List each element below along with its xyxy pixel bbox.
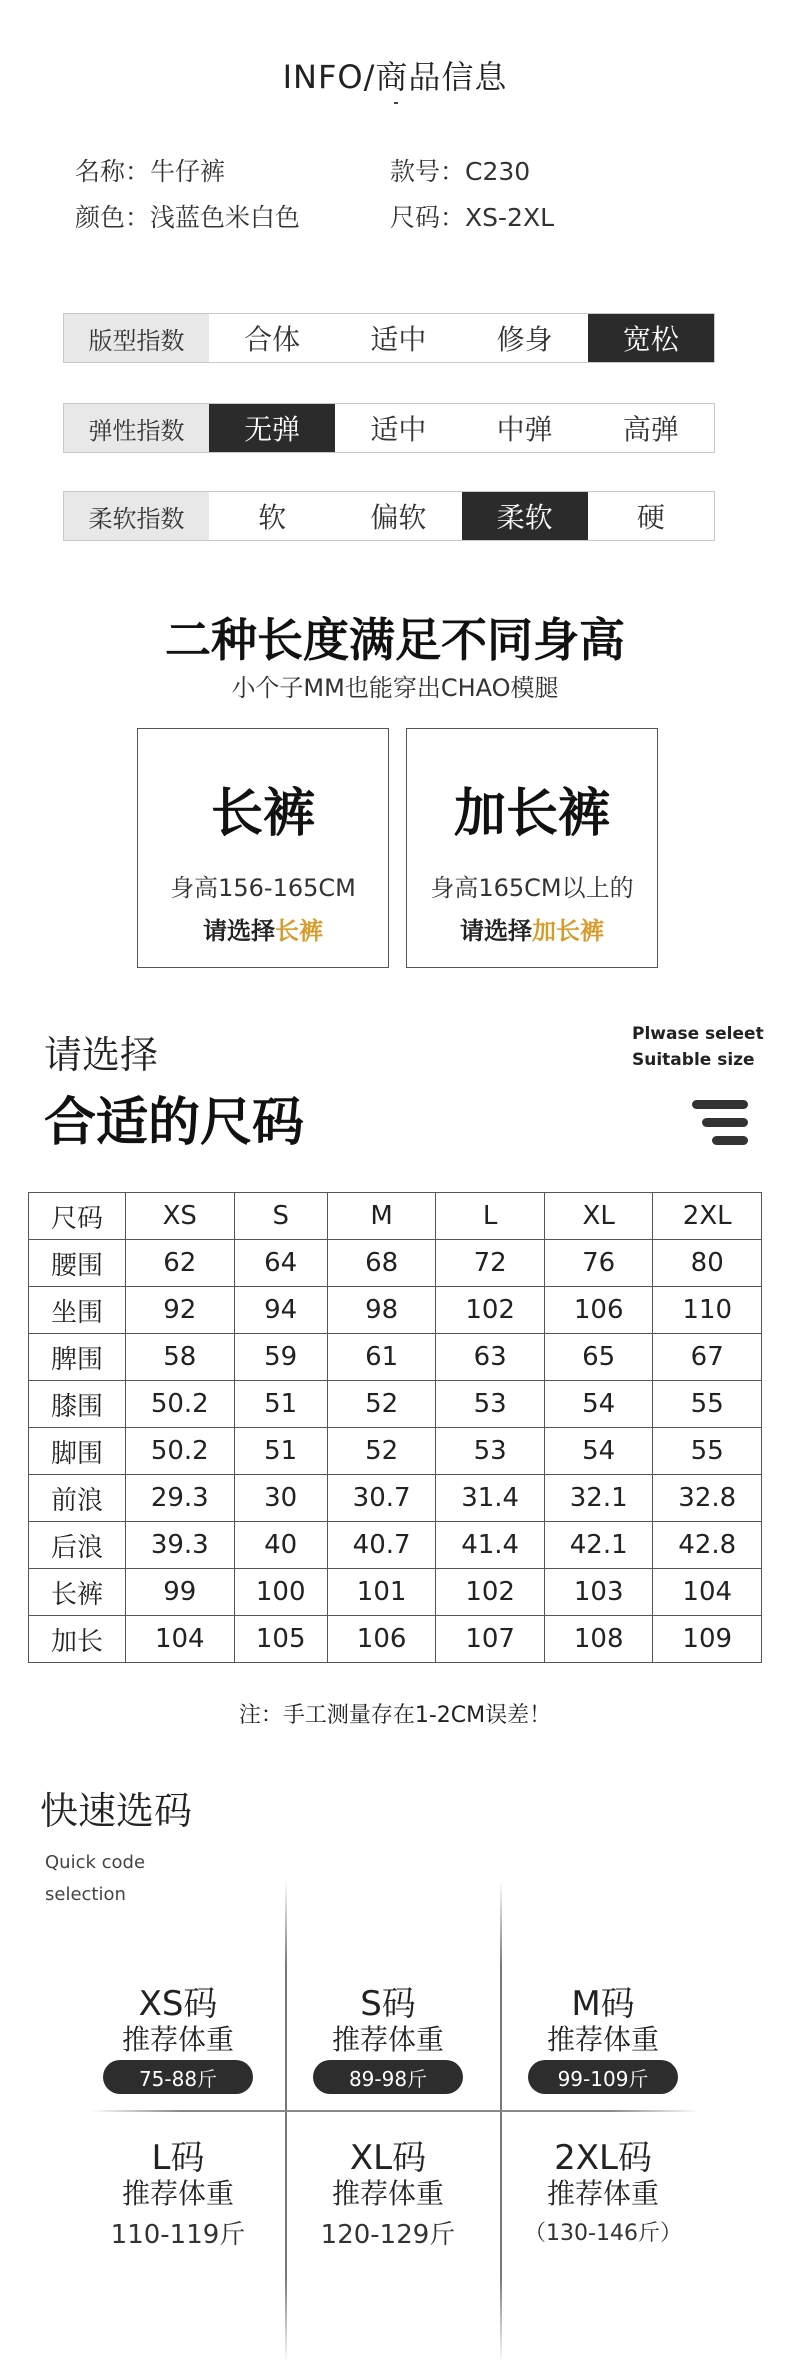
grid-divider-vertical [500, 1880, 502, 2363]
menu-lines-icon [692, 1100, 748, 1150]
sku-row [390, 152, 530, 188]
table-cell: 膝围 [29, 1381, 126, 1428]
table-header-cell: M [327, 1193, 436, 1240]
quick-size-l: L码 [151, 2138, 205, 2178]
table-cell: 58 [126, 1334, 235, 1381]
quick-size-m: M码 [571, 1984, 635, 2024]
color-label: 颜色： [75, 203, 151, 232]
table-row [29, 1287, 762, 1334]
softness-index-label: 柔软指数 [64, 492, 209, 540]
regular-length-name: 长裤 [210, 784, 315, 844]
table-cell: 104 [653, 1569, 762, 1616]
table-cell: 102 [436, 1569, 545, 1616]
fit-option: 修身 [496, 323, 553, 356]
table-cell: 72 [436, 1240, 545, 1287]
table-cell: 67 [653, 1334, 762, 1381]
table-cell: 31.4 [436, 1475, 545, 1522]
weight-pill-m: 99-109斤 [528, 2060, 678, 2094]
length-subtitle: 小个子MM也能穿出CHAO模腿 [231, 674, 559, 702]
table-cell: 前浪 [29, 1475, 126, 1522]
sku-value: C230 [465, 157, 531, 186]
table-header-row [29, 1193, 762, 1240]
elastic-option: 中弹 [496, 413, 553, 446]
size-select-heading-small: 请选择 [44, 1033, 159, 1077]
table-cell: 脚围 [29, 1428, 126, 1475]
table-cell: 63 [436, 1334, 545, 1381]
table-cell: 61 [327, 1334, 436, 1381]
table-cell: 80 [653, 1240, 762, 1287]
weight-text-xl: 120-129斤 [320, 2220, 456, 2250]
grid-divider-horizontal [90, 2110, 700, 2112]
title-dot [394, 102, 398, 104]
quick-en-line2: selection [45, 1884, 126, 1905]
fit-option: 宽松 [588, 314, 714, 362]
table-cell: 107 [436, 1616, 545, 1663]
table-cell: 106 [327, 1616, 436, 1663]
weight-pill-s: 89-98斤 [313, 2060, 463, 2094]
regular-length-select [138, 911, 388, 946]
size-table [28, 1192, 762, 1663]
softness-option: 硬 [636, 501, 665, 534]
quick-size-xl: XL码 [349, 2138, 427, 2178]
table-cell: 62 [126, 1240, 235, 1287]
regular-length-card [137, 728, 389, 968]
size-range-label: 尺码： [390, 203, 466, 232]
table-cell: 110 [653, 1287, 762, 1334]
table-cell: 55 [653, 1381, 762, 1428]
grid-divider-vertical [285, 1880, 287, 2363]
table-cell: 98 [327, 1287, 436, 1334]
table-row [29, 1240, 762, 1287]
quick-rec-label: 推荐体重 [331, 2023, 444, 2056]
table-cell: 42.1 [544, 1522, 653, 1569]
table-cell: 51 [234, 1428, 327, 1475]
table-cell: 92 [126, 1287, 235, 1334]
quick-rec-label: 推荐体重 [121, 2023, 234, 2056]
size-en-line2: Suitable size [632, 1050, 755, 1070]
table-row [29, 1428, 762, 1475]
table-cell: 76 [544, 1240, 653, 1287]
table-cell: 32.1 [544, 1475, 653, 1522]
quick-select-title: 快速选码 [40, 1789, 193, 1833]
table-cell: 加长 [29, 1616, 126, 1663]
table-cell: 后浪 [29, 1522, 126, 1569]
table-cell: 54 [544, 1381, 653, 1428]
table-cell: 106 [544, 1287, 653, 1334]
fit-option: 适中 [370, 323, 427, 356]
table-cell: 109 [653, 1616, 762, 1663]
table-cell: 长裤 [29, 1569, 126, 1616]
name-value: 牛仔裤 [150, 157, 226, 186]
table-cell: 103 [544, 1569, 653, 1616]
table-cell: 99 [126, 1569, 235, 1616]
size-range-row [390, 198, 554, 234]
table-cell: 40 [234, 1522, 327, 1569]
table-cell: 30 [234, 1475, 327, 1522]
table-row [29, 1334, 762, 1381]
sku-label: 款号： [390, 157, 466, 186]
table-row [29, 1475, 762, 1522]
table-cell: 29.3 [126, 1475, 235, 1522]
table-cell: 40.7 [327, 1522, 436, 1569]
select-prefix: 请选择 [203, 917, 275, 945]
table-cell: 39.3 [126, 1522, 235, 1569]
long-length-card [406, 728, 658, 968]
long-length-name: 加长裤 [453, 784, 610, 844]
table-cell: 42.8 [653, 1522, 762, 1569]
table-header-cell: XS [126, 1193, 235, 1240]
table-cell: 101 [327, 1569, 436, 1616]
table-cell: 32.8 [653, 1475, 762, 1522]
color-value: 浅蓝色米白色 [150, 203, 301, 232]
fit-index-label: 版型指数 [64, 314, 209, 362]
size-en-line1: Plwase seleet [632, 1024, 764, 1044]
table-cell: 54 [544, 1428, 653, 1475]
table-cell: 52 [327, 1428, 436, 1475]
name-row [75, 152, 225, 188]
quick-size-2xl: 2XL码 [554, 2138, 652, 2178]
elastic-option: 适中 [370, 413, 427, 446]
table-cell: 52 [327, 1381, 436, 1428]
info-title: INFO/商品信息 [282, 58, 508, 96]
table-cell: 108 [544, 1616, 653, 1663]
table-header-cell: 2XL [653, 1193, 762, 1240]
table-cell: 65 [544, 1334, 653, 1381]
quick-rec-label: 推荐体重 [546, 2023, 659, 2056]
table-row [29, 1616, 762, 1663]
table-cell: 105 [234, 1616, 327, 1663]
quick-rec-label: 推荐体重 [331, 2177, 444, 2210]
table-cell: 59 [234, 1334, 327, 1381]
fit-index-bar [63, 313, 715, 363]
table-header-cell: S [234, 1193, 327, 1240]
select-highlight: 长裤 [275, 917, 323, 945]
table-row [29, 1522, 762, 1569]
table-cell: 53 [436, 1428, 545, 1475]
table-cell: 64 [234, 1240, 327, 1287]
table-header-cell: L [436, 1193, 545, 1240]
table-cell: 51 [234, 1381, 327, 1428]
regular-length-height: 身高156-165CM [170, 874, 356, 902]
softness-option: 柔软 [462, 492, 588, 540]
quick-en-line1: Quick code [45, 1852, 146, 1873]
table-cell: 100 [234, 1569, 327, 1616]
quick-rec-label: 推荐体重 [121, 2177, 234, 2210]
table-row [29, 1381, 762, 1428]
table-cell: 坐围 [29, 1287, 126, 1334]
quick-rec-label: 推荐体重 [546, 2177, 659, 2210]
elastic-option: 无弹 [209, 404, 335, 452]
table-cell: 50.2 [126, 1381, 235, 1428]
length-title: 二种长度满足不同身高 [165, 613, 625, 667]
weight-pill-xs: 75-88斤 [103, 2060, 253, 2094]
table-header-cell: XL [544, 1193, 653, 1240]
quick-size-xs: XS码 [138, 1984, 218, 2024]
size-select-heading: 合适的尺码 [44, 1093, 305, 1153]
table-cell: 腰围 [29, 1240, 126, 1287]
color-row [75, 198, 300, 234]
table-cell: 55 [653, 1428, 762, 1475]
table-cell: 104 [126, 1616, 235, 1663]
quick-size-s: S码 [360, 1984, 416, 2024]
elastic-option: 高弹 [622, 413, 679, 446]
elastic-index-label: 弹性指数 [64, 404, 209, 452]
table-cell: 41.4 [436, 1522, 545, 1569]
table-cell: 102 [436, 1287, 545, 1334]
select-prefix: 请选择 [460, 917, 532, 945]
table-cell: 68 [327, 1240, 436, 1287]
long-length-select [407, 911, 657, 946]
size-range-value: XS-2XL [465, 203, 554, 232]
table-cell: 50.2 [126, 1428, 235, 1475]
table-cell: 53 [436, 1381, 545, 1428]
softness-option: 偏软 [370, 501, 427, 534]
measurement-note: 注：手工测量存在1-2CM误差！ [238, 1703, 552, 1728]
long-length-height: 身高165CM以上的 [430, 874, 634, 902]
table-cell: 30.7 [327, 1475, 436, 1522]
elastic-index-bar [63, 403, 715, 453]
softness-index-bar [63, 491, 715, 541]
fit-option: 合体 [244, 323, 301, 356]
table-cell: 94 [234, 1287, 327, 1334]
weight-text-l: 110-119斤 [110, 2220, 246, 2250]
table-row [29, 1569, 762, 1616]
table-header-cell: 尺码 [29, 1193, 126, 1240]
select-highlight: 加长裤 [532, 917, 604, 945]
table-cell: 脾围 [29, 1334, 126, 1381]
softness-option: 软 [258, 501, 287, 534]
name-label: 名称： [75, 157, 151, 186]
weight-text-2xl: （130-146斤） [524, 2221, 682, 2246]
